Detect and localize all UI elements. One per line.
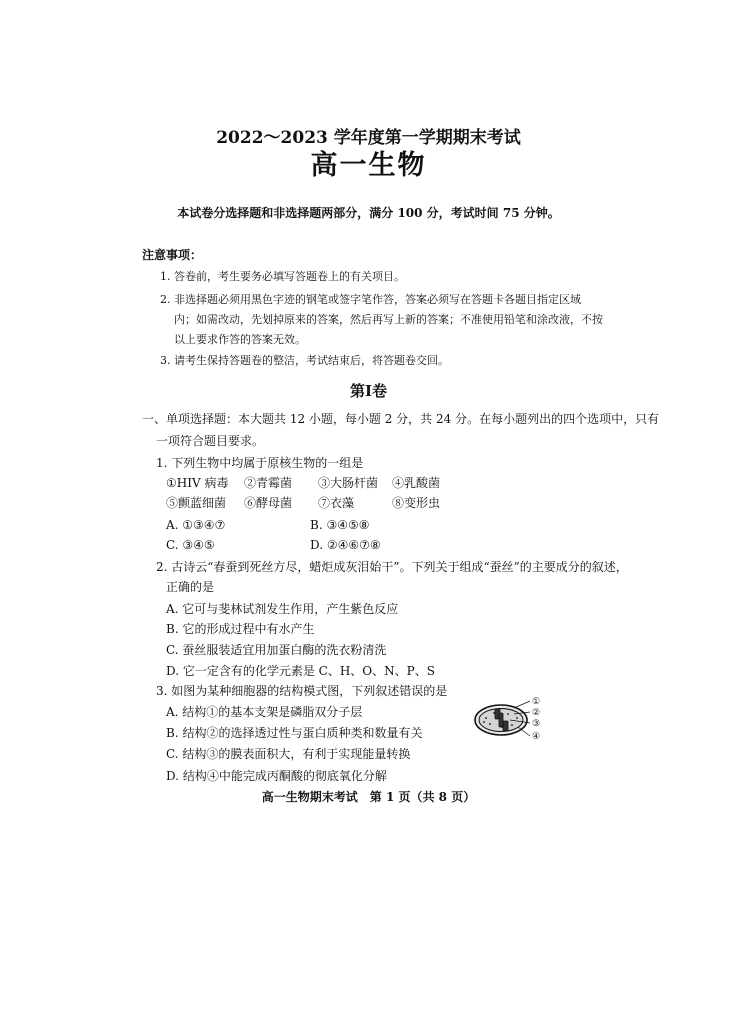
question-3-stem: 3. 如图为某种细胞器的结构模式图，下列叙述错误的是 (156, 684, 448, 698)
section-instruction: 一项符合题目要求。 (156, 434, 265, 448)
notes-heading: 注意事项： (142, 248, 203, 262)
exam-intro: 本试卷分选择题和非选择题两部分，满分 100 分，考试时间 75 分钟。 (177, 206, 560, 220)
q3-option-b: B. 结构②的选择透过性与蛋白质种类和数量有关 (166, 726, 423, 740)
diagram-label-2: ② (532, 708, 541, 718)
organelle-diagram (474, 694, 544, 746)
q2-option-b: B. 它的形成过程中有水产生 (166, 622, 315, 636)
q2-option-d: D. 它一定含有的化学元素是 C、H、O、N、P、S (166, 664, 435, 678)
q1-item: ③大肠杆菌 (318, 476, 379, 490)
q1-item: ⑧变形虫 (392, 496, 441, 510)
q1-option-a: A. ①③④⑦ (166, 518, 226, 532)
q1-option-c: C. ③④⑤ (166, 538, 215, 552)
diagram-label-3: ③ (532, 719, 541, 729)
q1-item: ①HIV 病毒 (166, 476, 229, 490)
question-1-stem: 1. 下列生物中均属于原核生物的一组是 (156, 456, 364, 470)
q2-option-c: C. 蚕丝服装适宜用加蛋白酶的洗衣粉清洗 (166, 643, 387, 657)
q1-item: ⑦衣藻 (318, 496, 355, 510)
section-title: 第Ⅰ卷 (349, 382, 388, 400)
q1-item: ④乳酸菌 (392, 476, 441, 490)
q1-item: ②青霉菌 (244, 476, 293, 490)
q3-option-a: A. 结构①的基本支架是磷脂双分子层 (166, 705, 363, 719)
question-2-stem: 正确的是 (166, 580, 215, 594)
page-footer: 高一生物期末考试 第 1 页（共 8 页） (261, 790, 476, 804)
section-instruction: 一、单项选择题：本大题共 12 小题，每小题 2 分，共 24 分。在每小题列出的四个选项中，只有 (142, 412, 660, 426)
q1-item: ⑥酵母菌 (244, 496, 293, 510)
note-item: 1. 答卷前，考生要务必填写答题卷上的有关项目。 (160, 270, 405, 283)
q3-option-c: C. 结构③的膜表面积大，有利于实现能量转换 (166, 747, 411, 761)
note-item: 3. 请考生保持答题卷的整洁，考试结束后，将答题卷交回。 (160, 354, 449, 367)
q3-option-d: D. 结构④中能完成丙酮酸的彻底氧化分解 (166, 769, 387, 783)
question-2-stem: 2. 古诗云“春蚕到死丝方尽，蜡炬成灰泪始干”。下列关于组成“蚕丝”的主要成分的叙述， (156, 560, 628, 574)
diagram-label-1: ① (532, 697, 541, 707)
q1-option-d: D. ②④⑥⑦⑧ (310, 538, 381, 552)
note-item: 2. 非选择题必须用黑色字迹的钢笔或签字笔作答，答案必须写在答题卡各题目指定区域 (160, 293, 581, 306)
exam-title: 2022～2023 学年度第一学期期末考试 (216, 128, 521, 148)
subject-title: 高一生物 (310, 150, 427, 181)
q1-option-b: B. ③④⑤⑧ (310, 518, 370, 532)
q1-item: ⑤颤蓝细菌 (166, 496, 227, 510)
note-item: 内；如需改动，先划掉原来的答案，然后再写上新的答案；不准使用铅笔和涂改液，不按 (174, 313, 603, 326)
note-item: 以上要求作答的答案无效。 (174, 333, 306, 346)
diagram-label-4: ④ (532, 732, 541, 742)
q2-option-a: A. 它可与斐林试剂发生作用，产生紫色反应 (166, 602, 399, 616)
